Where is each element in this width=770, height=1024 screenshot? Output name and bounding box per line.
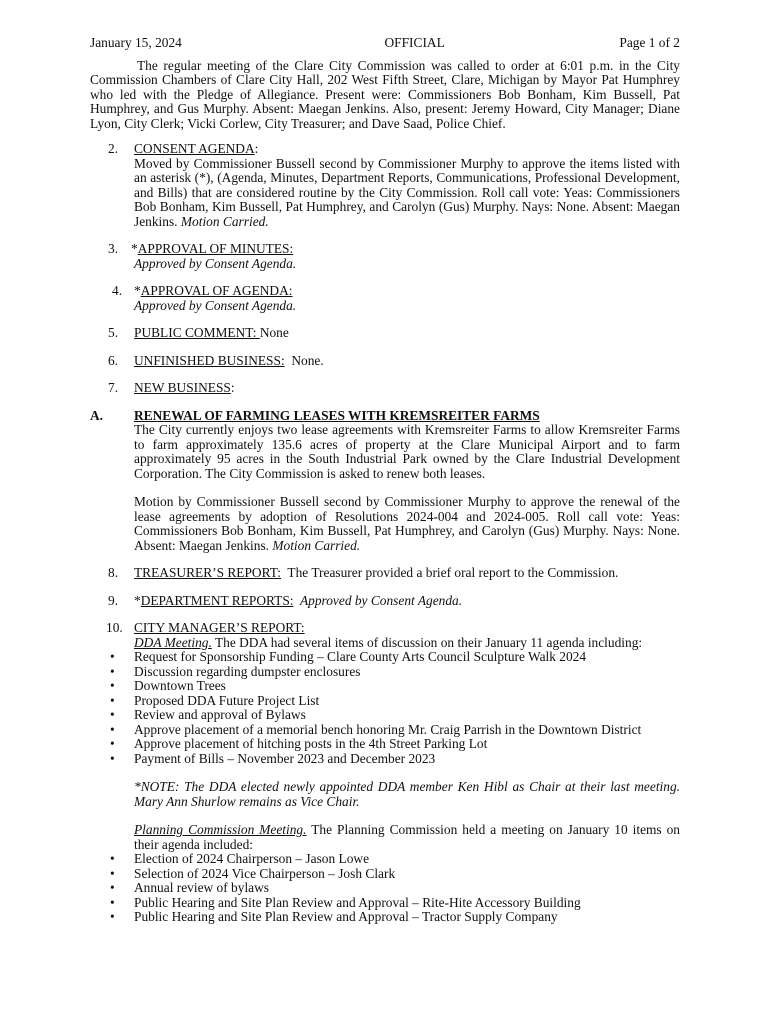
item-number: 2. — [108, 141, 119, 156]
list-item-text: Election of 2024 Chairperson – Jason Lowe — [134, 851, 370, 866]
list-item — [90, 679, 680, 694]
bullet-icon: • — [110, 678, 115, 693]
agenda-item-minutes: 3. *APPROVAL OF MINUTES: Approved by Consent Agenda. — [90, 242, 680, 271]
bullet-icon: • — [110, 692, 115, 708]
item-title: DEPARTMENT REPORTS: — [140, 592, 294, 608]
bullet-icon: • — [110, 649, 115, 664]
item-number: 9. — [108, 592, 119, 608]
bullet-icon: • — [110, 880, 115, 895]
list-item-text: Payment of Bills – November 2023 and December 2023 — [134, 750, 436, 766]
list-item — [90, 881, 680, 896]
agenda-item-consent: 2. CONSENT AGENDA: Moved by Commissioner Bussell second by Commissioner Murphy to approve the items listed with an asterisk (*), (Agenda, Minutes, Department Reports, Communications, Professional Development, and Bills) that are considered routine by the City Commission. Roll call vote: Yeas: Commissioners Bob Bonham, Kim Bussell, Pat Humphrey, and Carolyn (Gus) Murphy. Nays: None. Absent: Maegan Jenkins. Motion Carried. — [90, 142, 680, 229]
list-item-text: Public Hearing and Site Plan Review and Approval – Tractor Supply Company — [134, 909, 558, 924]
list-item-text: Annual review of bylaws — [134, 880, 269, 895]
intro-paragraph: The regular meeting of the Clare City Commission was called to order at 6:01 p.m. in the City Commission Chambers of Clare City Hall, 202 West Fifth Street, Clare, Michigan by Mayor Pat Humphrey who led with the Pledge of Allegiance. Present were: Commissioners Bob Bonham, Kim Bussell, Pat Humphrey, and Gus Murphy. Absent: Maegan Jenkins. Also, present: Jeremy Howard, City Manager; Diane Lyon, City Clerk; Vicki Corlew, City Treasurer; and Dave Saad, Police Chief. — [90, 57, 680, 131]
page-header — [90, 36, 680, 51]
dda-paragraph: DDA Meeting. The DDA had several items of discussion on their January 11 agenda including: — [134, 634, 643, 650]
bullet-icon: • — [110, 750, 115, 766]
agenda-item-agenda: 4. *APPROVAL OF AGENDA: Approved by Consent Agenda. — [90, 284, 680, 313]
item-title: APPROVAL OF MINUTES: — [137, 241, 294, 256]
bullet-icon: • — [110, 707, 115, 722]
list-item-text: Selection of 2024 Vice Chairperson – Josh Clark — [134, 865, 396, 881]
item-title: CONSENT AGENDA — [134, 141, 255, 156]
bullet-icon: • — [110, 865, 115, 881]
bullet-icon: • — [110, 851, 115, 866]
list-item — [90, 737, 680, 752]
dda-heading: DDA Meeting. — [134, 634, 212, 650]
item-number: 10. — [106, 620, 123, 635]
item-title: NEW BUSINESS — [134, 380, 231, 395]
header-official-label: OFFICIAL — [384, 35, 445, 50]
item-text: Moved by Commissioner Bussell second by Commissioner Murphy to approve the items listed with an asterisk (*), (Agenda, Minutes, Department Reports, Communications, Professional Development, and Bills) that are considered routine by the City Commission. Roll call vote: Yeas: Commissioners Bob Bonham, Kim Bussell, Pat Humphrey, and Carolyn (Gus) Murphy. Nays: None. Absent: Maegan Jenkins. Motion Carried. — [134, 155, 680, 229]
item-number: 4. — [112, 283, 123, 298]
list-item-text: Discussion regarding dumpster enclosures — [134, 663, 361, 679]
item-title: APPROVAL OF AGENDA: — [140, 283, 293, 298]
item-text: The City currently enjoys two lease agreements with Kremsreiter Farms to allow Kremsreiter Farms to farm approximately 135.6 acres of property at the Clare Municipal Airport and to farm approximately 95 acres in the South Industrial Park owned by the Clare Industrial Development Corporation. The City Commission is asked to renew both leases. — [134, 422, 680, 481]
list-item — [90, 723, 680, 738]
item-number: 7. — [108, 380, 119, 395]
planning-bullet-list — [90, 852, 680, 925]
list-item — [90, 665, 680, 680]
item-title: CITY MANAGER’S REPORT: — [134, 620, 305, 635]
list-item — [90, 650, 680, 665]
item-text: Approved by Consent Agenda. — [134, 297, 297, 313]
document-page — [90, 36, 680, 925]
item-number: 5. — [108, 325, 119, 340]
bullet-icon: • — [110, 721, 115, 737]
header-date: January 15, 2024 — [90, 35, 182, 50]
list-item — [90, 896, 680, 911]
item-number: 3. — [108, 241, 119, 256]
motion-result: Motion Carried. — [180, 213, 269, 229]
motion-result: Motion Carried. — [272, 537, 361, 553]
agenda-item-new-business: 7. NEW BUSINESS: — [90, 381, 680, 396]
list-item-text: Approve placement of hitching posts in the 4th Street Parking Lot — [134, 736, 488, 751]
list-item — [90, 694, 680, 709]
list-item-text: Approve placement of a memorial bench honoring Mr. Craig Parrish in the Downtown District — [134, 721, 642, 737]
list-item — [90, 752, 680, 767]
dda-note: *NOTE: The DDA elected newly appointed DDA member Ken Hibl as Chair at their last meeting. Mary Ann Shurlow remains as Vice Chair. — [134, 779, 680, 809]
list-item — [90, 852, 680, 867]
item-number: 6. — [108, 352, 119, 368]
list-item — [90, 867, 680, 882]
item-title: TREASURER’S REPORT: — [134, 565, 281, 580]
list-item-text: Proposed DDA Future Project List — [134, 692, 320, 708]
list-item-text: Request for Sponsorship Funding – Clare County Arts Council Sculpture Walk 2024 — [134, 649, 587, 664]
bullet-icon: • — [110, 894, 115, 910]
planning-heading: Planning Commission Meeting. — [134, 822, 307, 837]
bullet-icon: • — [110, 909, 115, 924]
item-title: PUBLIC COMMENT: — [134, 325, 260, 340]
item-letter: A. — [90, 407, 104, 423]
planning-paragraph: Planning Commission Meeting. The Planning Commission held a meeting on January 10 items on their agenda included: — [134, 822, 681, 852]
agenda-item-city-manager-report — [90, 621, 680, 650]
item-text: Approved by Consent Agenda. — [134, 255, 297, 271]
agenda-item-public-comment: 5. PUBLIC COMMENT: None — [90, 326, 680, 341]
bullet-icon: • — [110, 736, 115, 751]
item-title: UNFINISHED BUSINESS: — [134, 352, 285, 368]
agenda-item-unfinished-business: 6. UNFINISHED BUSINESS: None. — [90, 354, 680, 369]
list-item — [90, 910, 680, 925]
agenda-item-department-reports: 9. *DEPARTMENT REPORTS: Approved by Consent Agenda. — [90, 594, 680, 609]
list-item-text: Review and approval of Bylaws — [134, 707, 306, 722]
bullet-icon: • — [110, 663, 115, 679]
agenda-item-a-farming-leases — [90, 409, 680, 554]
list-item-text: Public Hearing and Site Plan Review and Approval – Rite-Hite Accessory Building — [134, 894, 581, 910]
list-item-text: Downtown Trees — [134, 678, 226, 693]
motion-text: Motion by Commissioner Bussell second by Commissioner Murphy to approve the renewal of the lease agreements by adoption of Resolutions 2024-004 and 2024-005. Roll call vote: Yeas: Commissioners Bob Bonham, Kim Bussell, Pat Humphrey, and Carolyn (Gus) Murphy. Nays: None. Absent: Maegan Jenkins. Motion Carried. — [134, 494, 680, 553]
item-title: RENEWAL OF FARMING LEASES WITH KREMSREITER FARMS — [134, 407, 540, 423]
dda-bullet-list — [90, 650, 680, 766]
header-page-number: Page 1 of 2 — [619, 35, 680, 50]
agenda-item-treasurer-report: 8. TREASURER’S REPORT: The Treasurer provided a brief oral report to the Commission. — [90, 566, 680, 581]
item-number: 8. — [108, 565, 119, 580]
list-item — [90, 708, 680, 723]
